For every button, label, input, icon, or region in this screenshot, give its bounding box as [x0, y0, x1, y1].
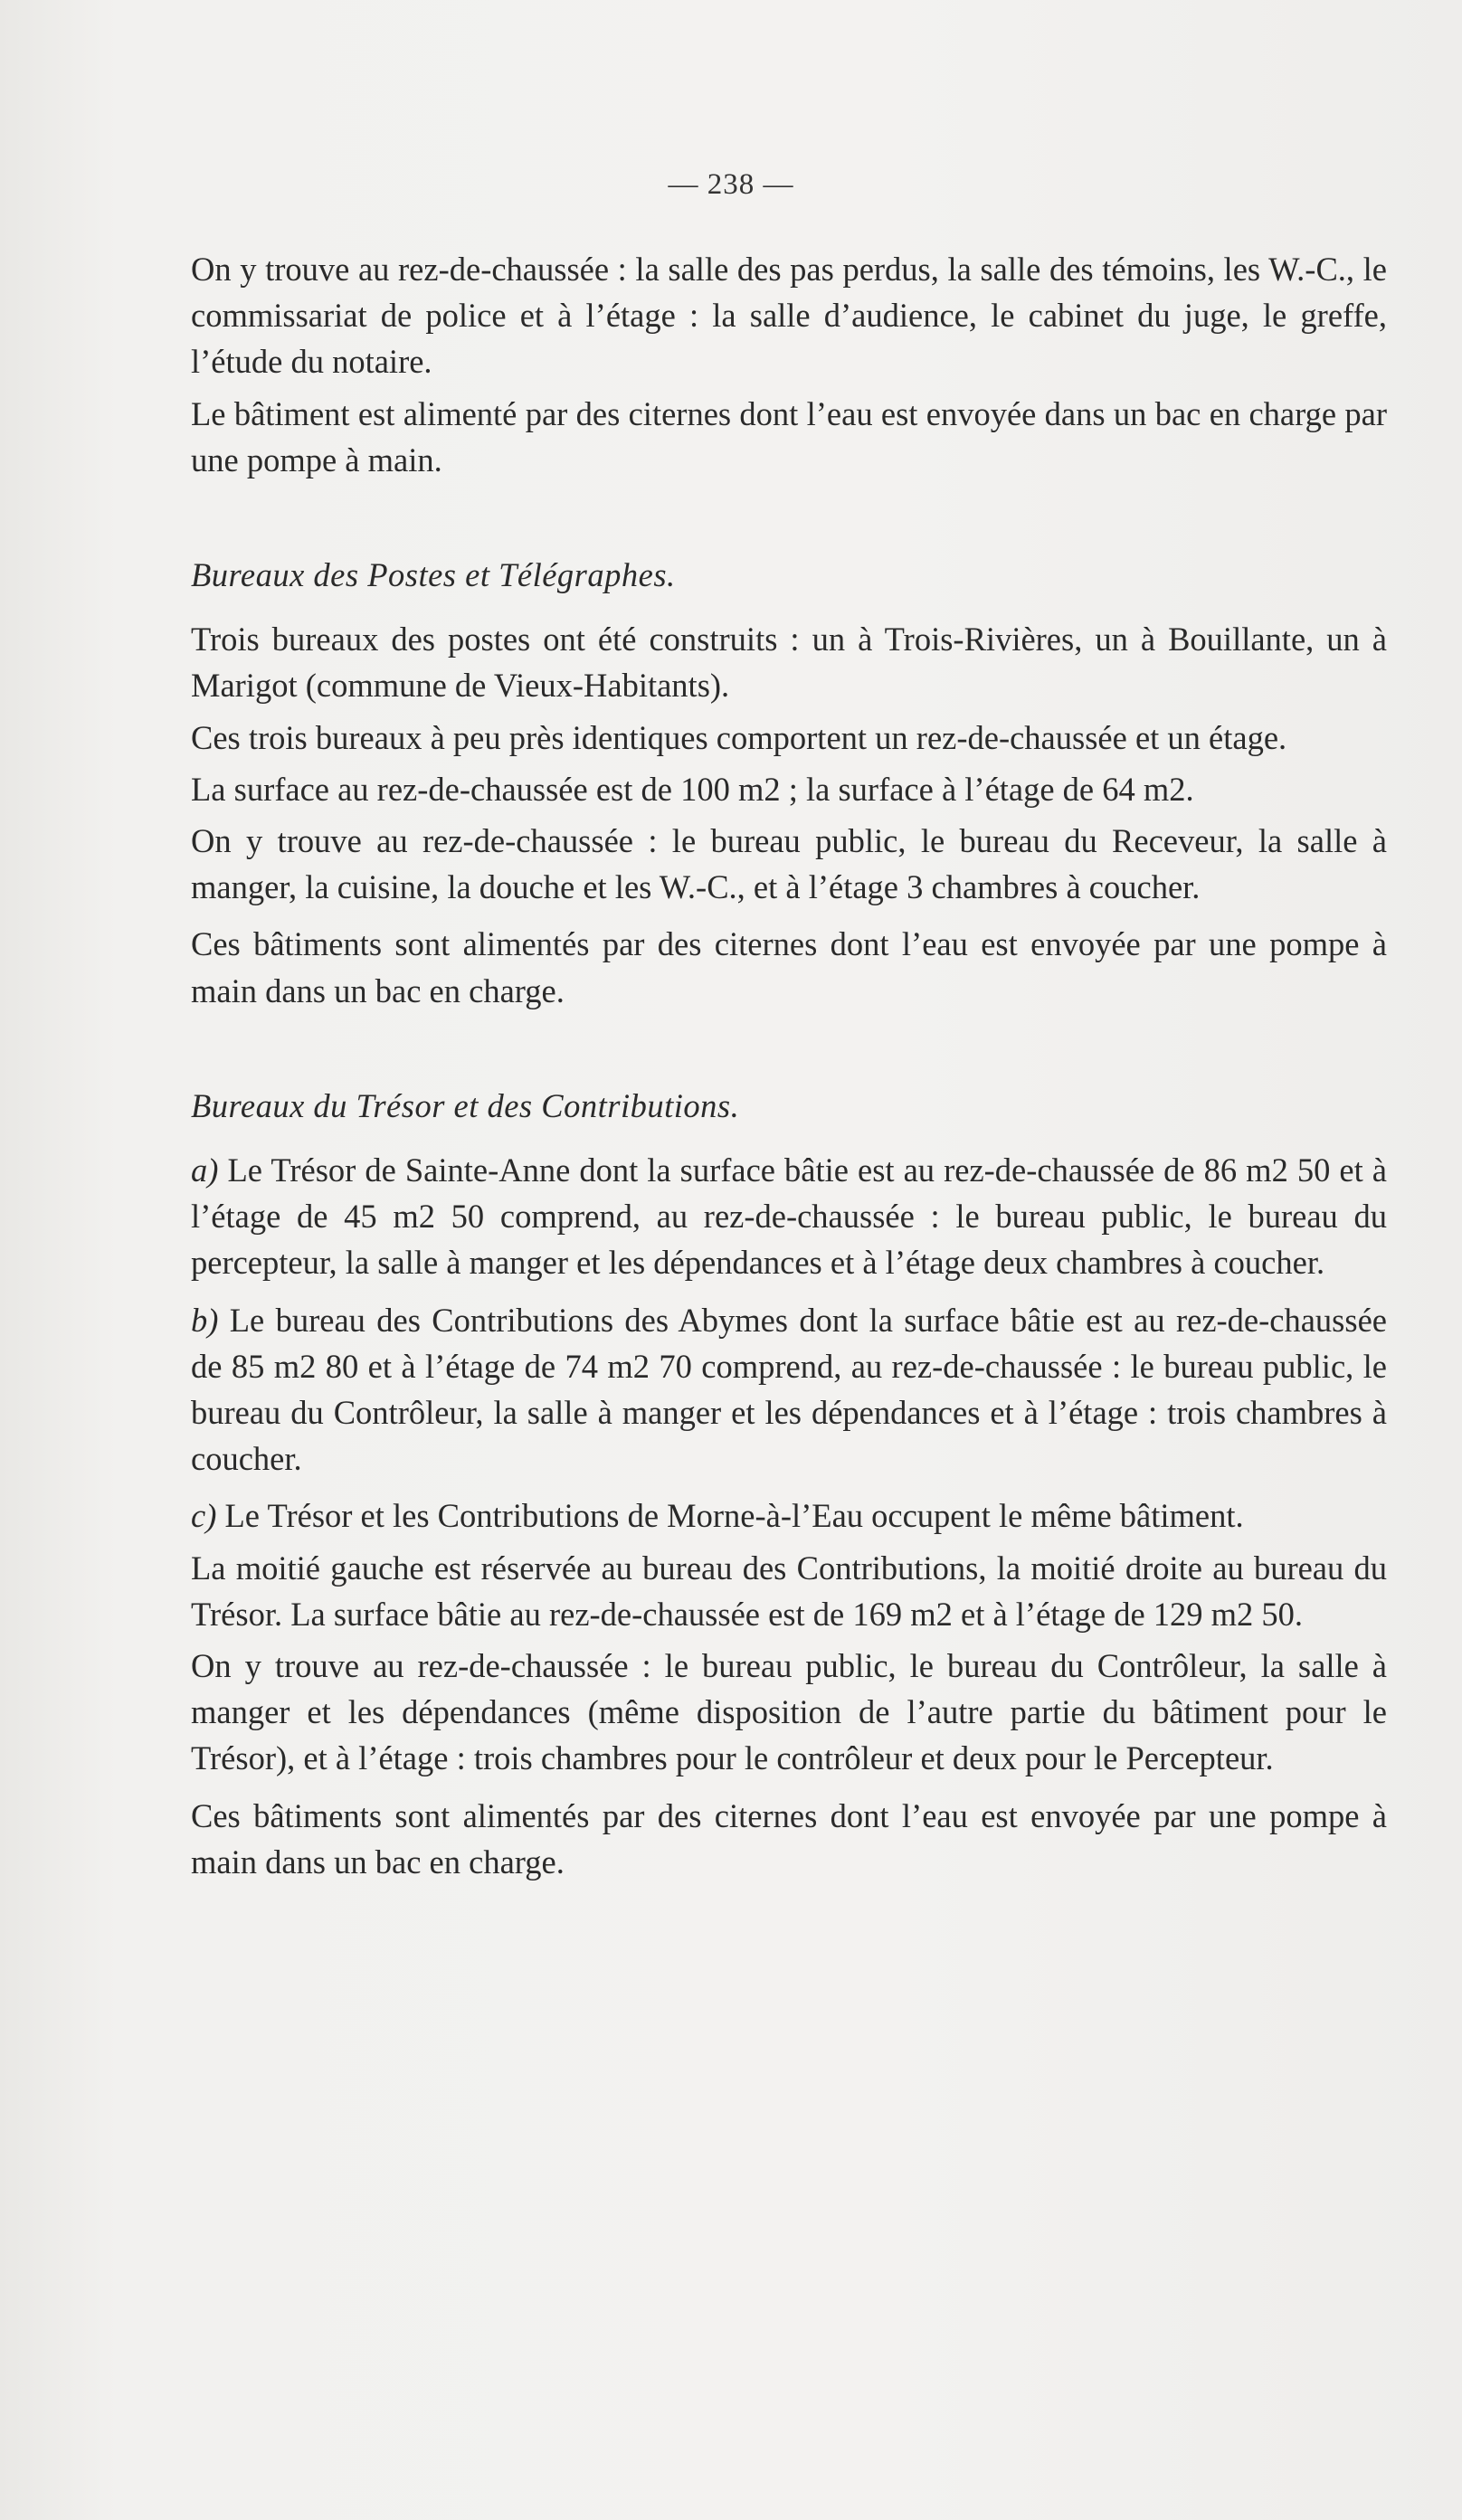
- paragraph-tresor-c-text: Le Trésor et les Contributions de Morne-à-l’Eau occupent le même bâtiment.: [216, 1497, 1244, 1535]
- paragraph-tresor-c-water: Ces bâtiments sont alimentés par des citernes dont l’eau est envoyée par une pompe à main dans un bac en charge.: [191, 1796, 1387, 1881]
- section-heading-tresor: Bureaux du Trésor et des Contributions.: [191, 1086, 740, 1124]
- page-number: — 238 —: [668, 168, 794, 201]
- section-heading-postes: Bureaux des Postes et Télégraphes.: [191, 556, 676, 594]
- paragraph-tresor-c-rooms: On y trouve au rez-de-chaussée : le bureau public, le bureau du Contrôleur, la salle à manger et les dépendances (même disposition de l’autre partie du bâtiment pour le Trésor), et à l’étage : trois chambres pour le contrôleur et deux pour le Percepteur.: [191, 1647, 1387, 1777]
- list-marker-b: b): [191, 1301, 219, 1339]
- paragraph-intro-water: Le bâtiment est alimenté par des citernes dont l’eau est envoyée dans un bac en charge par une pompe à main.: [191, 394, 1387, 478]
- paragraph-tresor-a: [191, 1147, 1387, 1286]
- paragraph-postes-offices: Trois bureaux des postes ont été construits : un à Trois-Rivières, un à Bouillante, un à Marigot (commune de Vieux-Habitants).: [191, 621, 1387, 705]
- paragraph-tresor-b: [191, 1297, 1387, 1483]
- paragraph-tresor-c-surface: La moitié gauche est réservée au bureau des Contributions, la moitié droite au bureau du Trésor. La surface bâtie au rez-de-chaussée est de 169 m2 et à l’étage de 129 m2 50.: [191, 1549, 1387, 1633]
- paragraph-postes-layout: Ces trois bureaux à peu près identiques comportent un rez-de-chaussée et un étage.: [191, 718, 1287, 756]
- list-marker-a: a): [191, 1151, 219, 1189]
- paragraph-tresor-c: [191, 1492, 1387, 1539]
- paragraph-postes-water: Ces bâtiments sont alimentés par des citernes dont l’eau est envoyée par une pompe à main dans un bac en charge.: [191, 925, 1387, 1009]
- paragraph-tresor-b-text: Le bureau des Contributions des Abymes dont la surface bâtie est au rez-de-chaussée de 85 m2 80 et à l’étage de 74 m2 70 comprend, au rez-de-chaussée : le bureau public, le bureau du Contrôleur, la salle à manger et les dépendances et à l’étage : trois chambres à coucher.: [191, 1301, 1387, 1478]
- paragraph-postes-rooms: On y trouve au rez-de-chaussée : le bureau public, le bureau du Receveur, la salle à manger, la cuisine, la douche et les W.-C., et à l’étage 3 chambres à coucher.: [191, 822, 1387, 906]
- paragraph-postes-surface: La surface au rez-de-chaussée est de 100 m2 ; la surface à l’étage de 64 m2.: [191, 770, 1194, 808]
- list-marker-c: c): [191, 1497, 217, 1535]
- page-body: [191, 246, 1387, 1885]
- paragraph-intro-rooms: On y trouve au rez-de-chaussée : la salle des pas perdus, la salle des témoins, les W.-C., le commissariat de police et à l’étage : la salle d’audience, le cabinet du juge, le greffe, l’étude du notaire.: [191, 251, 1387, 381]
- paragraph-tresor-a-text: Le Trésor de Sainte-Anne dont la surface bâtie est au rez-de-chaussée de 86 m2 50 et à l’étage de 45 m2 50 comprend, au rez-de-chaussée : le bureau public, le bureau du percepteur, la salle à manger et les dépendances et à l’étage deux chambres à coucher.: [191, 1151, 1387, 1282]
